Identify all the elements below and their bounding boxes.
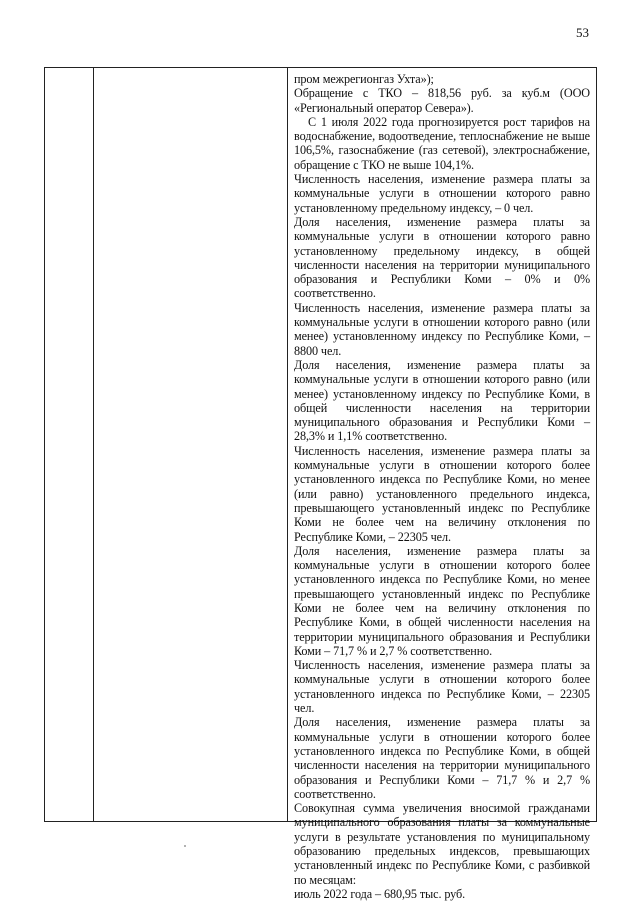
paragraph: Доля населения, изменение размера платы за коммунальные услуги в отношении которого равно установленному предельному индексу, в общей численности населения на территории муниципального образования и Республики Коми – 0% и 0% соответственно. [294, 214, 590, 301]
paragraph: Доля населения, изменение размера платы за коммунальные услуги в отношении которого равно (или менее) установленному индексу по Республике Коми, в общей численности населения на территории муниципального образования и Республики Коми – 28,3% и 1,1% соответственно. [294, 357, 590, 444]
table-column-left [45, 68, 94, 821]
table-column-middle [94, 68, 288, 821]
content-table [44, 67, 597, 901]
paragraph: Численность населения, изменение размера платы за коммунальные услуги в отношении которого равно установленному предельному индексу, – 0 чел. [294, 172, 590, 215]
paragraph: Численность населения, изменение размера платы за коммунальные услуги в отношении которого равно (или менее) установленному индексу по Республике Коми, – 8800 чел. [294, 300, 590, 358]
paragraph: Доля населения, изменение размера платы за коммунальные услуги в отношении которого более установленного индекса по Республике Коми, в общей численности населения на территории муниципального образования и Республики Коми – 71,7 % и 2,7 % соответственно. [294, 715, 590, 801]
paragraph: Обращение с ТКО – 818,56 руб. за куб.м (ООО «Региональный оператор Севера»). [294, 86, 590, 115]
paragraph: июль 2022 года – 680,95 тыс. руб. [294, 886, 466, 901]
scan-dot [184, 845, 186, 847]
paragraph: Совокупная сумма увеличения вносимой гражданами муниципального образования платы за коммунальные услуги в результате установления по муниципальному образованию предельных индексов, превышающих установленный индекс по Республике Коми, с разбивкой по месяцам: [294, 801, 590, 887]
paragraph: С 1 июля 2022 года прогнозируется рост тарифов на водоснабжение, водоотведение, теплоснабжение не выше 106,5%, газоснабжение (газ сетевой), электроснабжение, обращение с ТКО не выше 104,1%. [294, 114, 590, 172]
table-column-right-text [288, 68, 596, 901]
paragraph: пром межрегионгаз Ухта»); [294, 72, 434, 86]
paragraph: Численность населения, изменение размера платы за коммунальные услуги в отношении которого более установленного индекса по Республике Коми, – 22305 чел. [294, 658, 590, 716]
paragraph: Доля населения, изменение размера платы за коммунальные услуги в отношении которого более установленного индекса по Республике Коми, но менее превышающего установленный индекс по Республике Коми не более чем на величину отклонения по Республике Коми, в общей численности населения на территории муниципального образования и Республики Коми – 71,7 % и 2,7 % соответственно. [294, 543, 590, 658]
paragraph: Численность населения, изменение размера платы за коммунальные услуги в отношении которого более установленного индекса по Республике Коми, но менее (или равно) установленного предельного индекса, превышающего установленный индекс по Республике Коми не более чем на величину отклонения по Республике Коми, – 22305 чел. [294, 443, 590, 544]
page-number: 53 [576, 25, 589, 40]
